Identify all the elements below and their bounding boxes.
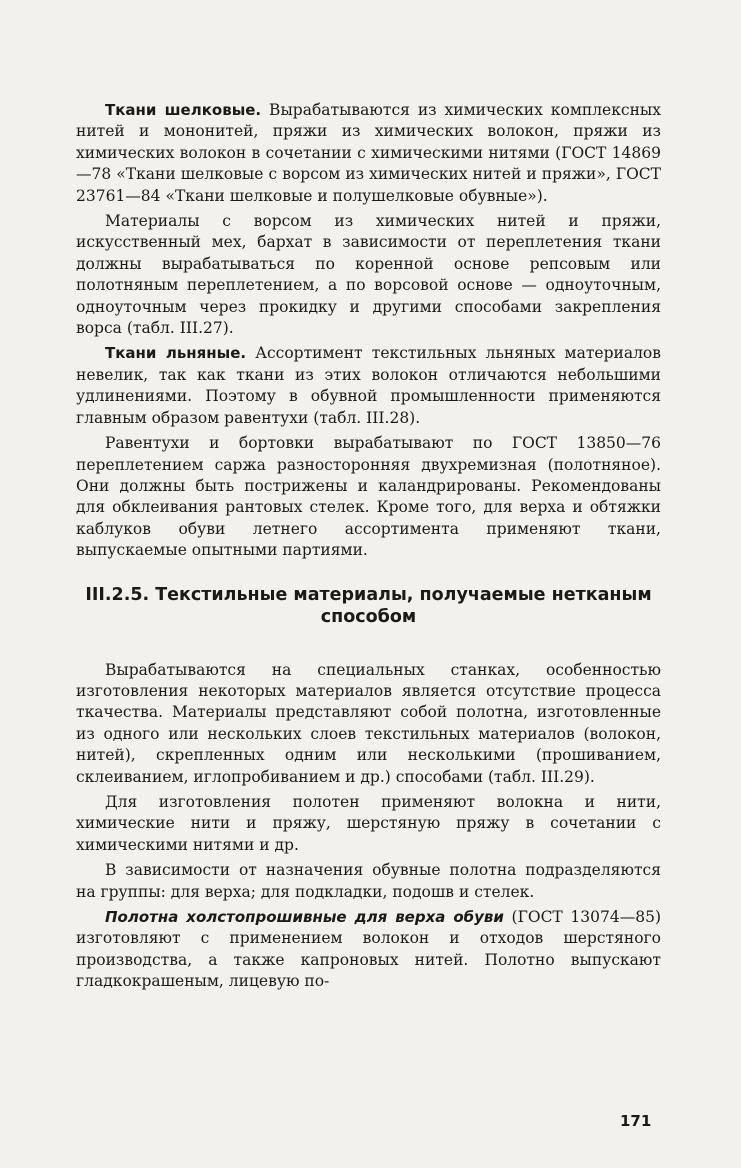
paragraph-lead: Ткани льняные. bbox=[105, 344, 247, 363]
paragraph-text: Равентухи и бортовки вырабатывают по ГОСТ 13850—76 переплетением саржа разносторонняя двухремизная (полотняное). Они должны быть пострижены и каландрированы. Рекомендованы для обклеивания рантовых стелек. Кроме того, для верха и обтяжки каблуков обуви летнего ассортимента применяют ткани, выпускаемые опытными партиями. bbox=[76, 434, 661, 560]
paragraph-text: Вырабатываются на специальных станках, особенностью изготовления некоторых материалов является отсутствие процесса ткачества. Материалы представляют собой полотна, изготовленные из одного или нескольких слоев текстильных материалов (волокон, нитей), скрепленных одним или несколькими (прошиванием, склеиванием, иглопробиванием и др.) способами (табл. III.29). bbox=[76, 660, 661, 786]
section-title: Текстильные материалы, получаемые нетканым способом bbox=[155, 584, 652, 627]
paragraph-silk-fabrics bbox=[76, 100, 661, 207]
paragraph-text: Материалы с ворсом из химических нитей и пряжи, искусственный мех, бархат в зависимости от переплетения ткани должны вырабатываться по коренной основе репсовым или полотняным переплетением, а по ворсовой основе — одноуточным, одноуточным через прокидку и другими способами закрепления ворса (табл. III.27). bbox=[76, 212, 661, 338]
paragraph-pile-materials bbox=[76, 211, 661, 339]
section-number: III.2.5. bbox=[85, 584, 150, 605]
paragraph-linen-fabrics bbox=[76, 343, 661, 429]
paragraph-lead: Полотна холстопрошивные для верха обуви bbox=[105, 908, 504, 926]
paragraph-lead: Ткани шелковые. bbox=[105, 101, 262, 119]
paragraph-nonwoven-intro bbox=[76, 660, 661, 788]
page-body bbox=[76, 100, 661, 993]
paragraph-nonwoven-groups bbox=[76, 860, 661, 903]
paragraph-text: Ассортимент текстильных льняных материалов невелик, так как ткани из этих волокон отличаются небольшими удлинениями. Поэтому в обувной промышленности применяются главным образом равентухи (табл. III.28). bbox=[76, 344, 661, 427]
paragraph-text: Для изготовления полотен применяют волокна и нити, химические нити и пряжу, шерстяную пряжу в сочетании с химическими нитями и др. bbox=[76, 792, 661, 854]
page-number: 171 bbox=[620, 1112, 652, 1130]
paragraph-raventukh bbox=[76, 433, 661, 561]
paragraph-text: В зависимости от назначения обувные полотна подразделяются на группы: для верха; для подкладки, подошв и стелек. bbox=[76, 861, 661, 901]
paragraph-nonwoven-fibers bbox=[76, 792, 661, 856]
paragraph-text: Вырабатываются из химических комплексных нитей и мононитей, пряжи из химических волокон, пряжи из химических волокон в сочетании с химическими нитями (ГОСТ 14869—78 «Ткани шелковые с ворсом из химических нитей и пряжи», ГОСТ 23761—84 «Ткани шелковые и полушелковые обувные»). bbox=[76, 101, 662, 205]
section-heading bbox=[76, 584, 661, 628]
paragraph-stitched-cloth bbox=[76, 907, 661, 993]
paragraph-text: (ГОСТ 13074—85) изготовляют с применением волокон и отходов шерстяного производства, а также капроновых нитей. Полотно выпускают гладкокрашеным, лицевую по- bbox=[76, 908, 661, 991]
